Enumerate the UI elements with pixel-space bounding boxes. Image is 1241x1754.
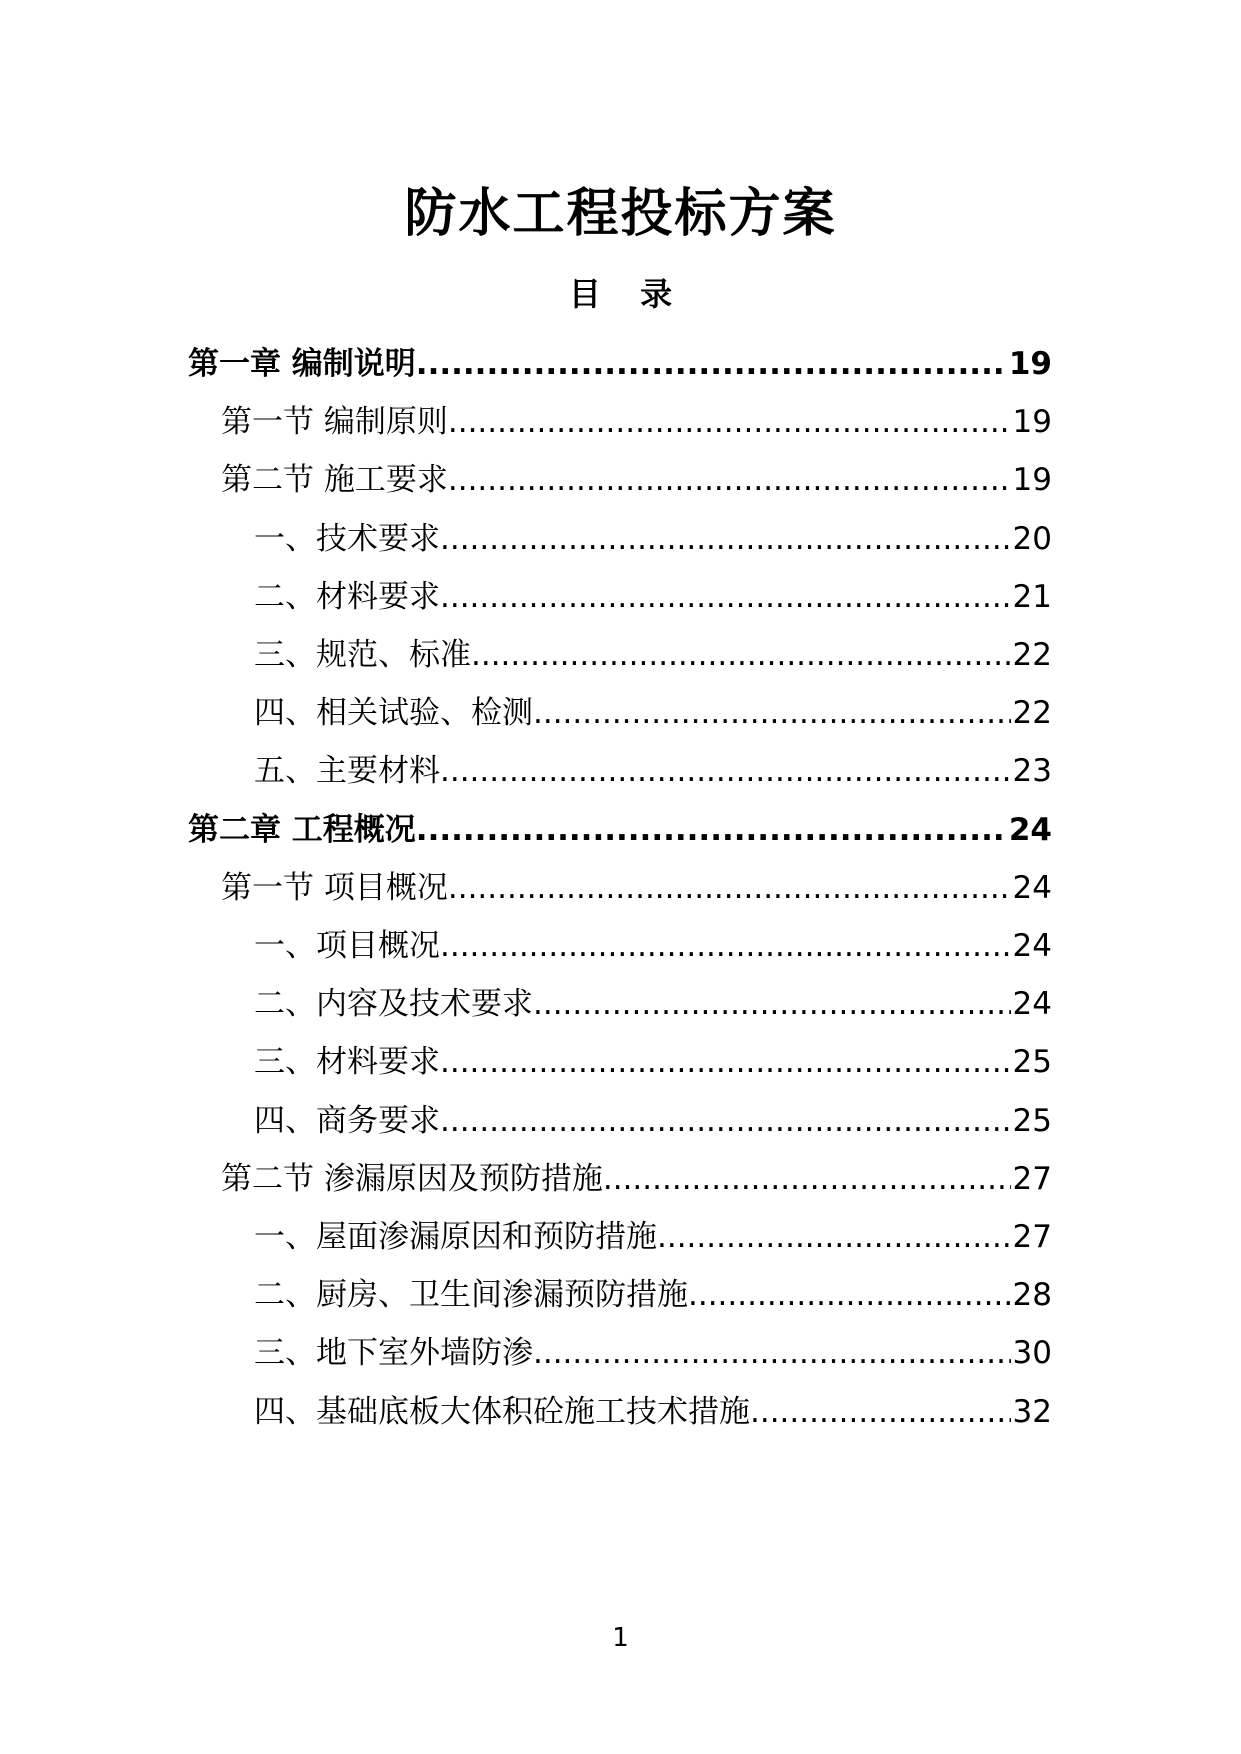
toc-entry-page: 20 [1012,520,1052,557]
toc-entry[interactable] [221,398,1052,446]
toc-entry[interactable] [254,980,1052,1028]
toc-entry-page: 24 [1012,986,1052,1023]
toc-entry-page: 19 [1012,462,1052,499]
toc-entry[interactable] [254,689,1052,737]
toc-dot-leader [603,1155,1011,1203]
toc-dot-leader [416,806,1007,854]
toc-dot-leader [440,1038,1011,1086]
toc-entry-page: 28 [1012,1277,1052,1314]
toc-entry-title: 第二节 渗漏原因及预防措施 [221,1160,603,1197]
toc-entry-page: 25 [1012,1044,1052,1081]
toc-entry-title: 二、材料要求 [254,578,440,615]
toc-entry[interactable] [254,1213,1052,1261]
toc-dot-leader [440,515,1011,563]
toc-entry-page: 32 [1012,1393,1052,1430]
toc-entry[interactable] [254,1329,1052,1377]
toc-entry-title: 第一节 项目概况 [221,869,448,906]
toc-entry[interactable] [254,1388,1052,1436]
toc-entry-title: 五、主要材料 [254,753,440,790]
toc-entry-title: 第二节 施工要求 [221,462,448,499]
toc-dot-leader [440,1097,1011,1145]
toc-entry-title: 四、相关试验、检测 [254,695,533,732]
toc-entry-title: 第一节 编制原则 [221,404,448,441]
toc-dot-leader [688,1271,1011,1319]
toc-entry-title: 二、内容及技术要求 [254,986,533,1023]
toc-entry-title: 一、屋面渗漏原因和预防措施 [254,1219,657,1255]
toc-dot-leader [440,573,1011,621]
toc-entry[interactable] [221,456,1052,504]
toc-entry-title: 第一章 编制说明 [188,346,416,382]
toc-entry-title: 四、商务要求 [254,1102,440,1139]
toc-entry-page: 19 [1008,346,1052,382]
toc-entry[interactable] [254,573,1052,621]
toc-entry-page: 22 [1012,695,1052,732]
toc-entry[interactable] [254,922,1052,970]
toc-entry-page: 22 [1012,637,1052,673]
toc-entry-page: 19 [1012,404,1052,441]
toc-entry-page: 27 [1012,1219,1052,1255]
toc-dot-leader [750,1388,1011,1436]
toc-dot-leader [440,922,1011,970]
toc-entry-page: 30 [1012,1335,1052,1372]
toc-entry[interactable] [188,806,1052,854]
toc-entry[interactable] [254,1038,1052,1086]
toc-entry-page: 27 [1012,1160,1052,1197]
toc-entry-title: 三、规范、标准 [254,637,471,673]
toc-dot-leader [533,689,1011,737]
toc-entry[interactable] [221,1155,1052,1203]
toc-entry[interactable] [254,631,1052,679]
toc-entry-title: 一、项目概况 [254,928,440,964]
toc-entry[interactable] [254,1097,1052,1145]
toc-entry-title: 三、材料要求 [254,1044,440,1081]
toc-entry[interactable] [221,864,1052,912]
toc-entry[interactable] [254,747,1052,795]
toc-entry-title: 二、厨房、卫生间渗漏预防措施 [254,1277,688,1314]
toc-entry-page: 25 [1012,1102,1052,1139]
toc-dot-leader [416,340,1007,388]
toc-entry[interactable] [254,1271,1052,1319]
document-title: 防水工程投标方案 [404,184,837,244]
toc-dot-leader [448,864,1011,912]
toc-entry-title: 第二章 工程概况 [188,811,416,848]
toc-heading: 目 录 [568,275,687,313]
toc-dot-leader [657,1213,1011,1261]
toc-entry[interactable] [188,340,1052,388]
toc-dot-leader [448,398,1011,446]
toc-entry-page: 23 [1012,753,1052,790]
toc-entry-title: 三、地下室外墙防渗 [254,1335,533,1372]
toc-dot-leader [440,747,1011,795]
toc-entry-page: 24 [1008,811,1052,848]
toc-dot-leader [533,980,1011,1028]
toc-dot-leader [448,456,1011,504]
page-number: 1 [612,1623,629,1653]
toc-entry-title: 一、技术要求 [254,520,440,557]
toc-entry-page: 24 [1012,869,1052,906]
toc-entry-page: 24 [1012,928,1052,964]
toc-entry[interactable] [254,515,1052,563]
toc-entry-page: 21 [1012,578,1052,615]
toc-entry-title: 四、基础底板大体积砼施工技术措施 [254,1393,750,1430]
toc-dot-leader [471,631,1011,679]
toc-dot-leader [533,1329,1011,1377]
